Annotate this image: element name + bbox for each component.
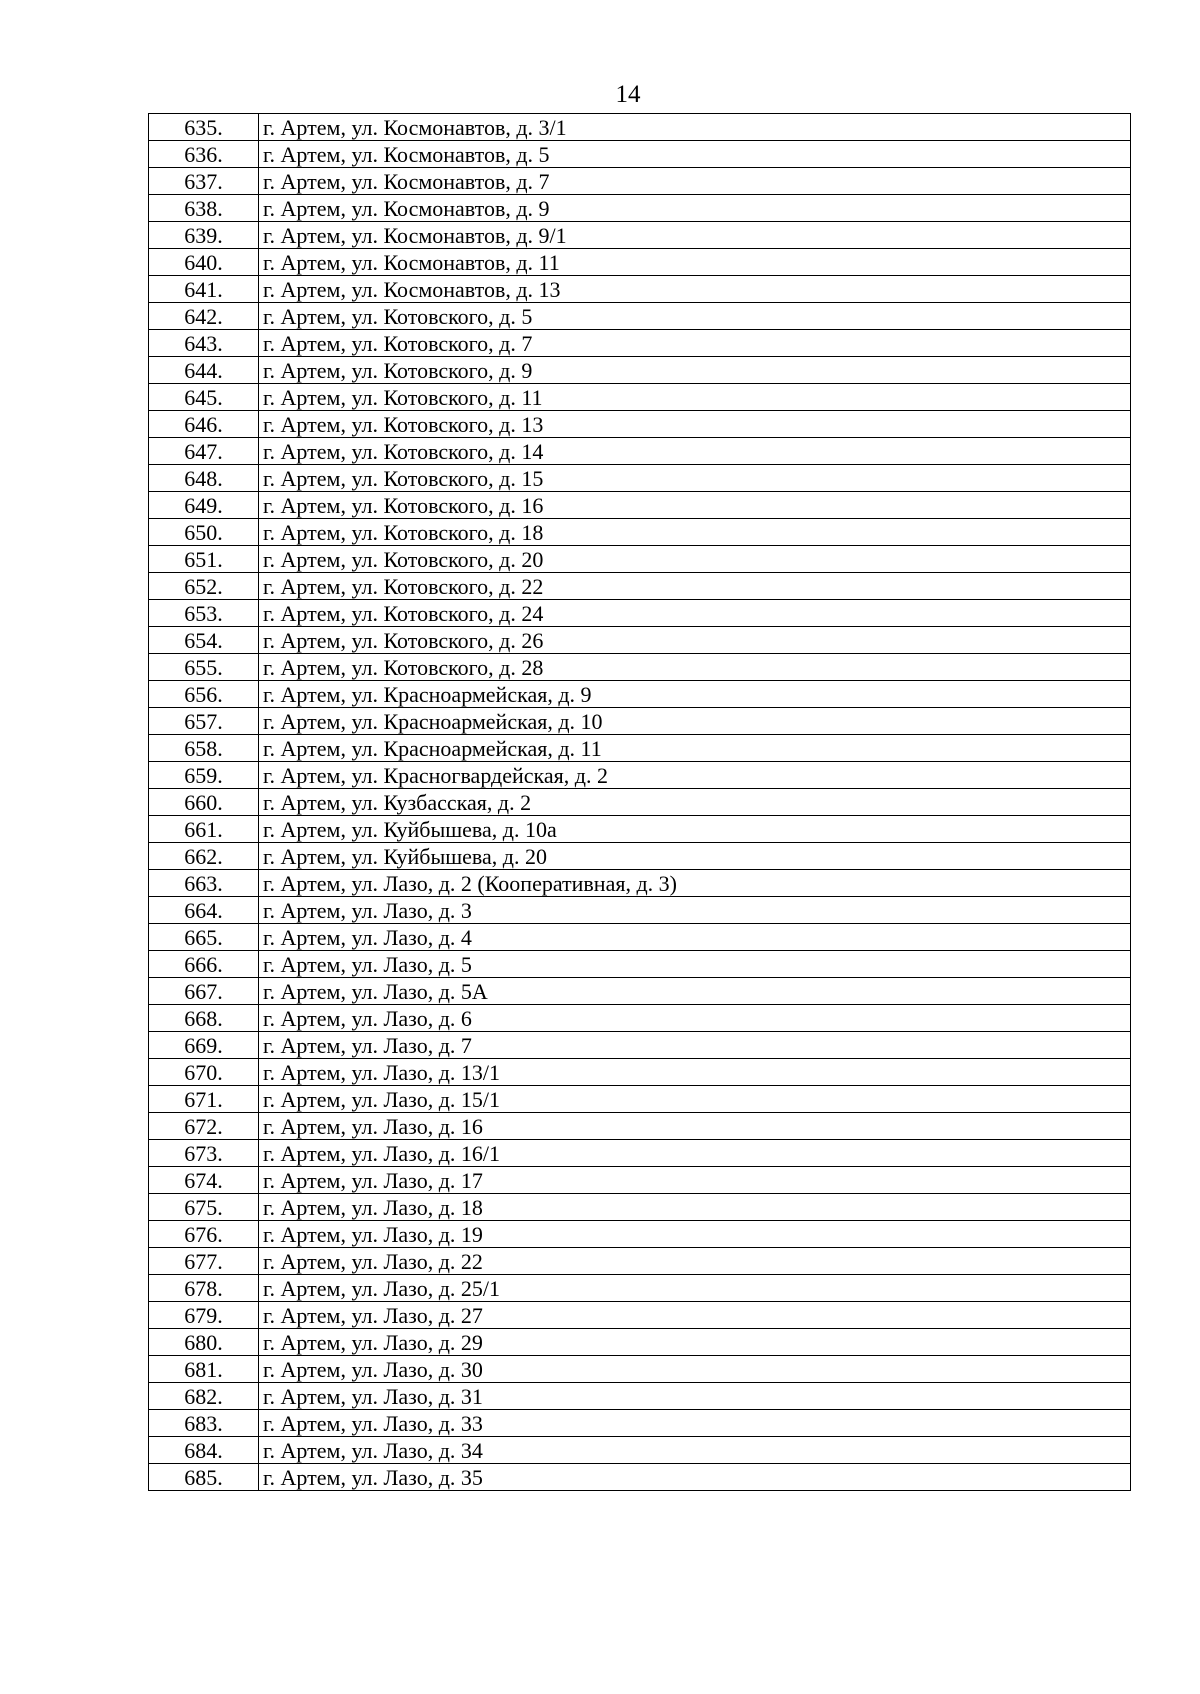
row-number: 685. <box>149 1464 259 1491</box>
table-row <box>149 1005 1131 1032</box>
row-address: г. Артем, ул. Лазо, д. 25/1 <box>259 1275 1131 1302</box>
row-number: 648. <box>149 465 259 492</box>
row-address: г. Артем, ул. Котовского, д. 5 <box>259 303 1131 330</box>
table-row <box>149 168 1131 195</box>
row-address: г. Артем, ул. Котовского, д. 22 <box>259 573 1131 600</box>
row-number: 651. <box>149 546 259 573</box>
row-address: г. Артем, ул. Космонавтов, д. 13 <box>259 276 1131 303</box>
row-address: г. Артем, ул. Красноармейская, д. 11 <box>259 735 1131 762</box>
row-address: г. Артем, ул. Котовского, д. 18 <box>259 519 1131 546</box>
table-row <box>149 330 1131 357</box>
table-row <box>149 1383 1131 1410</box>
row-number: 675. <box>149 1194 259 1221</box>
table-row <box>149 249 1131 276</box>
row-address: г. Артем, ул. Красноармейская, д. 10 <box>259 708 1131 735</box>
table-row <box>149 1410 1131 1437</box>
table-row <box>149 1302 1131 1329</box>
row-address: г. Артем, ул. Лазо, д. 34 <box>259 1437 1131 1464</box>
row-address: г. Артем, ул. Лазо, д. 27 <box>259 1302 1131 1329</box>
table-row <box>149 1032 1131 1059</box>
table-row <box>149 384 1131 411</box>
table-row <box>149 573 1131 600</box>
table-row <box>149 1194 1131 1221</box>
row-number: 637. <box>149 168 259 195</box>
table-row <box>149 951 1131 978</box>
row-address: г. Артем, ул. Котовского, д. 28 <box>259 654 1131 681</box>
row-number: 656. <box>149 681 259 708</box>
table-row <box>149 1464 1131 1491</box>
row-number: 681. <box>149 1356 259 1383</box>
table-row <box>149 1167 1131 1194</box>
row-address: г. Артем, ул. Космонавтов, д. 7 <box>259 168 1131 195</box>
row-number: 678. <box>149 1275 259 1302</box>
table-row <box>149 1248 1131 1275</box>
row-number: 650. <box>149 519 259 546</box>
row-address: г. Артем, ул. Лазо, д. 15/1 <box>259 1086 1131 1113</box>
row-address: г. Артем, ул. Красноармейская, д. 9 <box>259 681 1131 708</box>
row-address: г. Артем, ул. Лазо, д. 16/1 <box>259 1140 1131 1167</box>
row-number: 666. <box>149 951 259 978</box>
row-address: г. Артем, ул. Куйбышева, д. 20 <box>259 843 1131 870</box>
row-number: 652. <box>149 573 259 600</box>
row-number: 644. <box>149 357 259 384</box>
row-address: г. Артем, ул. Лазо, д. 22 <box>259 1248 1131 1275</box>
row-address: г. Артем, ул. Лазо, д. 29 <box>259 1329 1131 1356</box>
row-number: 672. <box>149 1113 259 1140</box>
table-row <box>149 1140 1131 1167</box>
table-row <box>149 600 1131 627</box>
row-number: 641. <box>149 276 259 303</box>
row-address: г. Артем, ул. Космонавтов, д. 11 <box>259 249 1131 276</box>
row-number: 679. <box>149 1302 259 1329</box>
table-row <box>149 492 1131 519</box>
row-number: 646. <box>149 411 259 438</box>
row-number: 663. <box>149 870 259 897</box>
row-number: 667. <box>149 978 259 1005</box>
row-number: 661. <box>149 816 259 843</box>
row-address: г. Артем, ул. Кузбасская, д. 2 <box>259 789 1131 816</box>
row-address: г. Артем, ул. Лазо, д. 31 <box>259 1383 1131 1410</box>
table-row <box>149 519 1131 546</box>
table-row <box>149 978 1131 1005</box>
row-number: 643. <box>149 330 259 357</box>
row-address: г. Артем, ул. Лазо, д. 6 <box>259 1005 1131 1032</box>
row-address: г. Артем, ул. Котовского, д. 11 <box>259 384 1131 411</box>
table-row <box>149 1329 1131 1356</box>
table-row <box>149 924 1131 951</box>
table-row <box>149 816 1131 843</box>
row-number: 654. <box>149 627 259 654</box>
address-table-body <box>149 114 1131 1491</box>
table-row <box>149 222 1131 249</box>
table-row <box>149 114 1131 141</box>
row-number: 674. <box>149 1167 259 1194</box>
address-table <box>148 113 1131 1491</box>
row-number: 653. <box>149 600 259 627</box>
row-address: г. Артем, ул. Космонавтов, д. 9 <box>259 195 1131 222</box>
row-number: 647. <box>149 438 259 465</box>
row-number: 645. <box>149 384 259 411</box>
table-row <box>149 681 1131 708</box>
row-number: 665. <box>149 924 259 951</box>
row-address: г. Артем, ул. Котовского, д. 15 <box>259 465 1131 492</box>
row-address: г. Артем, ул. Котовского, д. 13 <box>259 411 1131 438</box>
row-address: г. Артем, ул. Лазо, д. 35 <box>259 1464 1131 1491</box>
row-address: г. Артем, ул. Лазо, д. 7 <box>259 1032 1131 1059</box>
table-row <box>149 1437 1131 1464</box>
row-address: г. Артем, ул. Лазо, д. 16 <box>259 1113 1131 1140</box>
row-number: 670. <box>149 1059 259 1086</box>
row-number: 682. <box>149 1383 259 1410</box>
row-address: г. Артем, ул. Котовского, д. 16 <box>259 492 1131 519</box>
row-number: 664. <box>149 897 259 924</box>
table-row <box>149 1086 1131 1113</box>
row-address: г. Артем, ул. Котовского, д. 7 <box>259 330 1131 357</box>
page-number: 14 <box>615 81 641 108</box>
table-row <box>149 195 1131 222</box>
table-row <box>149 762 1131 789</box>
row-address: г. Артем, ул. Лазо, д. 3 <box>259 897 1131 924</box>
row-number: 680. <box>149 1329 259 1356</box>
table-row <box>149 411 1131 438</box>
table-row <box>149 465 1131 492</box>
row-address: г. Артем, ул. Куйбышева, д. 10а <box>259 816 1131 843</box>
row-number: 683. <box>149 1410 259 1437</box>
row-number: 669. <box>149 1032 259 1059</box>
row-number: 671. <box>149 1086 259 1113</box>
table-row <box>149 1059 1131 1086</box>
row-number: 655. <box>149 654 259 681</box>
row-address: г. Артем, ул. Лазо, д. 5А <box>259 978 1131 1005</box>
table-row <box>149 897 1131 924</box>
table-row <box>149 789 1131 816</box>
row-number: 649. <box>149 492 259 519</box>
row-number: 673. <box>149 1140 259 1167</box>
row-number: 658. <box>149 735 259 762</box>
row-address: г. Артем, ул. Лазо, д. 18 <box>259 1194 1131 1221</box>
row-address: г. Артем, ул. Котовского, д. 9 <box>259 357 1131 384</box>
row-address: г. Артем, ул. Лазо, д. 17 <box>259 1167 1131 1194</box>
row-number: 677. <box>149 1248 259 1275</box>
row-address: г. Артем, ул. Красногвардейская, д. 2 <box>259 762 1131 789</box>
row-address: г. Артем, ул. Лазо, д. 13/1 <box>259 1059 1131 1086</box>
row-address: г. Артем, ул. Котовского, д. 20 <box>259 546 1131 573</box>
row-number: 676. <box>149 1221 259 1248</box>
row-number: 659. <box>149 762 259 789</box>
table-row <box>149 708 1131 735</box>
row-number: 639. <box>149 222 259 249</box>
table-row <box>149 735 1131 762</box>
table-row <box>149 843 1131 870</box>
table-row <box>149 276 1131 303</box>
row-address: г. Артем, ул. Космонавтов, д. 9/1 <box>259 222 1131 249</box>
table-row <box>149 141 1131 168</box>
row-address: г. Артем, ул. Котовского, д. 14 <box>259 438 1131 465</box>
row-address: г. Артем, ул. Лазо, д. 33 <box>259 1410 1131 1437</box>
row-number: 660. <box>149 789 259 816</box>
row-address: г. Артем, ул. Лазо, д. 4 <box>259 924 1131 951</box>
row-address: г. Артем, ул. Лазо, д. 2 (Кооперативная, д. 3) <box>259 870 1131 897</box>
table-row <box>149 438 1131 465</box>
table-row <box>149 303 1131 330</box>
table-row <box>149 870 1131 897</box>
row-number: 662. <box>149 843 259 870</box>
row-number: 635. <box>149 114 259 141</box>
table-row <box>149 1356 1131 1383</box>
table-row <box>149 1221 1131 1248</box>
row-address: г. Артем, ул. Котовского, д. 24 <box>259 600 1131 627</box>
table-row <box>149 357 1131 384</box>
table-row <box>149 654 1131 681</box>
row-number: 684. <box>149 1437 259 1464</box>
row-address: г. Артем, ул. Лазо, д. 19 <box>259 1221 1131 1248</box>
table-row <box>149 627 1131 654</box>
row-number: 638. <box>149 195 259 222</box>
row-address: г. Артем, ул. Космонавтов, д. 3/1 <box>259 114 1131 141</box>
row-number: 636. <box>149 141 259 168</box>
row-address: г. Артем, ул. Лазо, д. 30 <box>259 1356 1131 1383</box>
table-row <box>149 1113 1131 1140</box>
table-row <box>149 546 1131 573</box>
row-number: 657. <box>149 708 259 735</box>
row-address: г. Артем, ул. Лазо, д. 5 <box>259 951 1131 978</box>
row-address: г. Артем, ул. Космонавтов, д. 5 <box>259 141 1131 168</box>
table-row <box>149 1275 1131 1302</box>
row-number: 668. <box>149 1005 259 1032</box>
row-number: 640. <box>149 249 259 276</box>
row-number: 642. <box>149 303 259 330</box>
row-address: г. Артем, ул. Котовского, д. 26 <box>259 627 1131 654</box>
